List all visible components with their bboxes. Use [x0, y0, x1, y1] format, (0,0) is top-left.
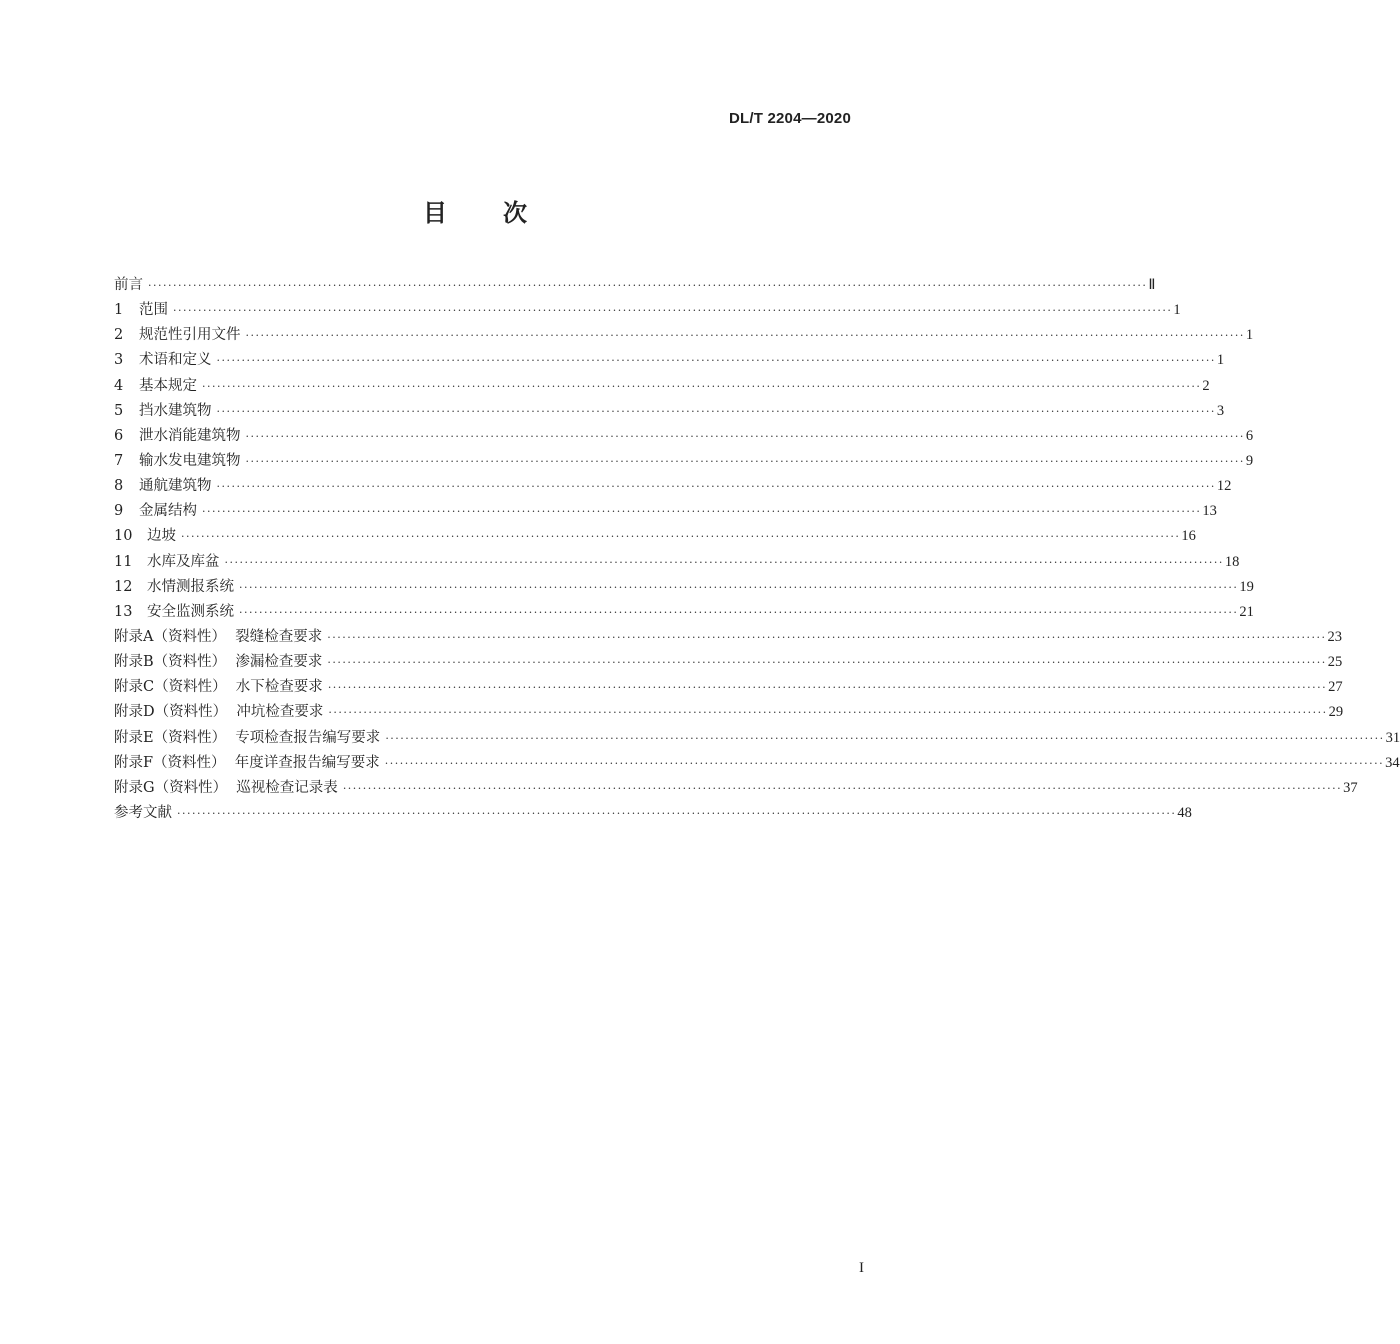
toc-entry-label: 范围	[139, 302, 168, 319]
toc-entry-label: 输水发电建筑物	[139, 452, 241, 469]
toc-entry[interactable]	[114, 449, 1254, 474]
toc-leader-dots: ········································································································································································································	[245, 429, 1245, 443]
toc-leader-dots: ········································································································································································································	[224, 555, 1224, 569]
toc-entry-page: 21	[1239, 603, 1254, 620]
toc-leader-dots: ········································································································································································································	[148, 279, 1148, 292]
toc-entry[interactable]	[114, 323, 1254, 348]
toc-entry[interactable]	[114, 298, 1181, 323]
toc-entry-label: 附录G（资料性） 巡视检查记录表	[114, 779, 338, 796]
toc-entry-page: 27	[1328, 679, 1343, 696]
toc-entry-label: 附录B（资料性） 渗漏检查要求	[114, 654, 323, 671]
toc-leader-dots: ········································································································································································································	[216, 404, 1216, 418]
toc-entry-label: 基本规定	[139, 377, 197, 394]
toc-entry[interactable]	[114, 625, 1343, 650]
toc-leader-dots: ········································································································································································································	[327, 630, 1327, 644]
toc-entry-number: 1	[114, 302, 124, 319]
toc-entry-number: 4	[114, 377, 124, 394]
toc-entry-label: 术语和定义	[139, 352, 212, 369]
toc-entry-page: 12	[1216, 478, 1232, 495]
toc-entry[interactable]	[114, 776, 1358, 801]
toc-entry-number: 12	[114, 578, 133, 595]
toc-entry[interactable]	[114, 499, 1217, 524]
toc-leader-dots: ········································································································································································································	[202, 379, 1202, 393]
toc-leader-dots: ········································································································································································································	[245, 329, 1245, 343]
toc-entry[interactable]	[114, 600, 1254, 625]
toc-entry-page: 34	[1385, 754, 1400, 771]
toc-entry-page: 23	[1327, 628, 1343, 645]
toc-entry[interactable]	[114, 524, 1196, 549]
toc-entry-label: 附录A（资料性） 裂缝检查要求	[114, 628, 323, 645]
toc-entry-label: 附录C（资料性） 水下检查要求	[114, 679, 323, 696]
toc-leader-dots: ········································································································································································································	[385, 731, 1385, 745]
toc-entry-page: 1	[1245, 327, 1254, 344]
toc-entry-label: 水库及库盆	[147, 553, 220, 570]
toc-entry-number: 10	[114, 528, 133, 545]
toc-entry[interactable]	[114, 273, 1156, 298]
toc-leader-dots: ········································································································································································································	[328, 706, 1328, 720]
toc-entry-page: 1	[1216, 352, 1225, 369]
toc-leader-dots: ········································································································································································································	[216, 354, 1216, 368]
toc-leader-dots: ········································································································································································································	[239, 580, 1239, 594]
toc-leader-dots: ········································································································································································································	[181, 530, 1181, 544]
toc-entry[interactable]	[114, 550, 1240, 575]
toc-leader-dots: ········································································································································································································	[202, 505, 1202, 519]
toc-entry-page: 18	[1224, 553, 1240, 570]
toc-entry-page: 13	[1202, 503, 1217, 520]
toc-entry-label: 通航建筑物	[139, 478, 212, 495]
toc-entry[interactable]	[114, 700, 1344, 725]
toc-entry-label: 前言	[114, 277, 143, 293]
toc-entry[interactable]	[114, 751, 1400, 776]
toc-entry-label: 附录E（资料性） 专项检查报告编写要求	[114, 729, 381, 746]
toc-entry-label: 挡水建筑物	[139, 402, 212, 419]
toc-leader-dots: ········································································································································································································	[177, 806, 1177, 820]
toc-leader-dots: ········································································································································································································	[173, 304, 1173, 318]
toc-entry[interactable]	[114, 650, 1343, 675]
toc-entry-label: 安全监测系统	[147, 603, 234, 620]
page-number: I	[859, 1260, 864, 1276]
toc-entry-page: 37	[1343, 779, 1358, 796]
toc-leader-dots: ········································································································································································································	[384, 756, 1385, 770]
toc-entry-number: 9	[114, 503, 124, 520]
standard-code: DL/T 2204—2020	[728, 110, 851, 127]
toc-entry-label: 泄水消能建筑物	[139, 427, 241, 444]
toc-entry-label: 参考文献	[114, 804, 172, 821]
toc-entry[interactable]	[114, 575, 1254, 600]
table-of-contents	[114, 273, 1400, 826]
toc-entry-page: 3	[1216, 402, 1225, 419]
toc-entry-page: 48	[1177, 804, 1192, 821]
toc-leader-dots: ········································································································································································································	[216, 480, 1216, 494]
toc-entry-label: 附录F（资料性） 年度详查报告编写要求	[114, 754, 380, 771]
toc-entry-page: 19	[1239, 578, 1254, 595]
toc-entry-label: 边坡	[147, 528, 176, 545]
toc-entry[interactable]	[114, 424, 1254, 449]
toc-entry-page: 29	[1328, 704, 1344, 721]
page-title	[0, 193, 950, 228]
toc-entry[interactable]	[114, 726, 1400, 751]
toc-entry-page: 1	[1173, 302, 1181, 319]
toc-entry[interactable]	[114, 399, 1225, 424]
toc-entry-label: 规范性引用文件	[139, 327, 241, 344]
toc-entry[interactable]	[114, 348, 1225, 373]
toc-entry-number: 6	[114, 427, 124, 444]
toc-entry[interactable]	[114, 474, 1232, 499]
toc-entry-number: 13	[114, 603, 133, 620]
toc-leader-dots: ········································································································································································································	[327, 656, 1327, 670]
toc-entry-page: 31	[1385, 729, 1400, 746]
toc-entry-label: 金属结构	[139, 503, 197, 520]
toc-entry-page: 25	[1327, 654, 1343, 671]
toc-entry[interactable]	[114, 801, 1192, 826]
toc-entry-number: 7	[114, 452, 124, 469]
toc-leader-dots: ········································································································································································································	[239, 605, 1239, 619]
toc-entry[interactable]	[114, 374, 1210, 399]
toc-entry-label: 附录D（资料性） 冲坑检查要求	[114, 704, 324, 721]
toc-entry-page: 2	[1202, 377, 1210, 394]
toc-leader-dots: ········································································································································································································	[245, 454, 1245, 468]
toc-entry-number: 5	[114, 402, 124, 419]
toc-entry-page: 16	[1181, 528, 1196, 545]
title-char-1: 目	[423, 199, 447, 227]
toc-leader-dots: ········································································································································································································	[342, 781, 1343, 795]
title-char-2: 次	[503, 199, 527, 227]
toc-entry-number: 11	[114, 553, 133, 570]
toc-entry[interactable]	[114, 675, 1343, 700]
toc-leader-dots: ········································································································································································································	[327, 681, 1328, 695]
toc-entry-number: 2	[114, 327, 124, 344]
toc-entry-number: 3	[114, 352, 124, 369]
toc-entry-page: 9	[1245, 452, 1254, 469]
toc-entry-page: 6	[1245, 427, 1254, 444]
toc-entry-label: 水情测报系统	[147, 578, 234, 595]
toc-entry-page: Ⅱ	[1148, 277, 1156, 293]
toc-entry-number: 8	[114, 478, 124, 495]
